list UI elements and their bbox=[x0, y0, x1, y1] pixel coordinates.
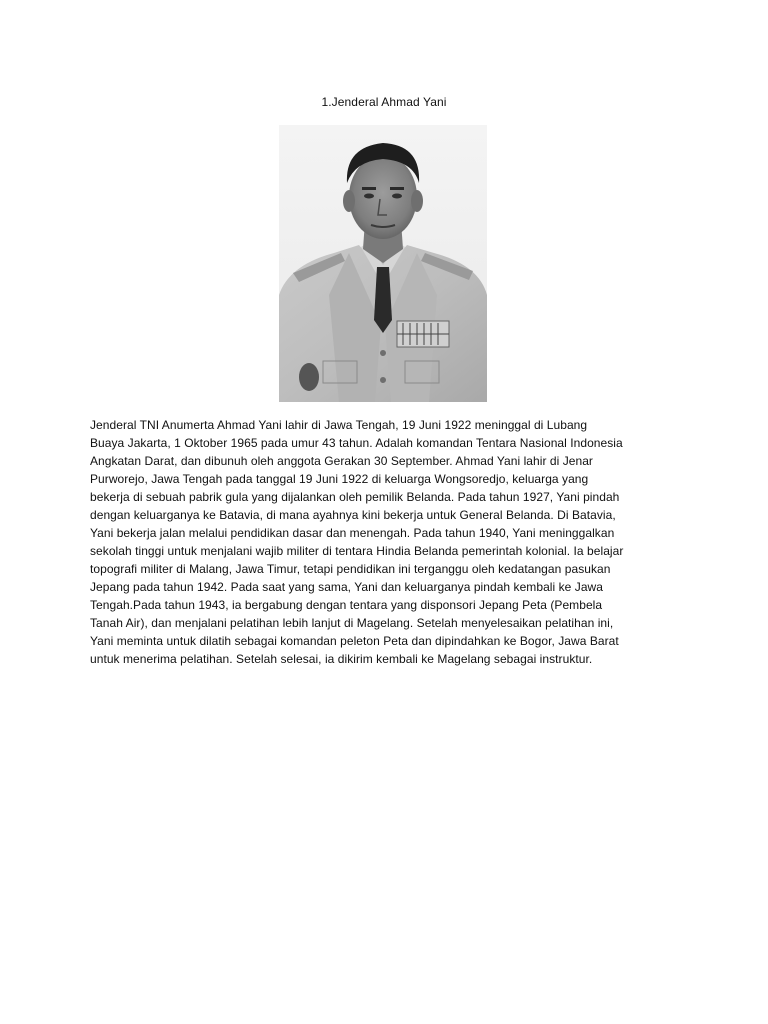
biography-paragraph: Jenderal TNI Anumerta Ahmad Yani lahir di Jawa Tengah, 19 Juni 1922 meninggal di Lubang Buaya Jakarta, 1 Oktober 1965 pada umur 43 tahun. Adalah komandan Tentara Nasional Indonesia Angkatan Darat, dan dibunuh oleh anggota Gerakan 30 September. Ahmad Yani lahir di Jenar Purworejo, Jawa Tengah pada tanggal 19 Juni 1922 di keluarga Wongsoredjo, keluarga yang bekerja di sebuah pabrik gula yang dijalankan oleh pemilik Belanda. Pada tahun 1927, Yani pindah dengan keluarganya ke Batavia, di mana ayahnya kini bekerja untuk General Belanda. Di Batavia, Yani bekerja jalan melalui pendidikan dasar dan menengah. Pada tahun 1940, Yani meninggalkan sekolah tinggi untuk menjalani wajib militer di tentara Hindia Belanda pemerintah kolonial. Ia belajar topografi militer di Malang, Jawa Timur, tetapi pendidikan ini terganggu oleh kedatangan pasukan Jepang pada tahun 1942. Pada saat yang sama, Yani dan keluarganya pindah kembali ke Jawa Tengah.Pada tahun 1943, ia bergabung dengan tentara yang disponsori Jepang Peta (Pembela Tanah Air), dan menjalani pelatihan lebih lanjut di Magelang. Setelah menyelesaikan pelatihan ini, Yani meminta untuk dilatih sebagai komandan peleton Peta dan dipindahkan ke Bogor, Jawa Barat untuk menerima pelatihan. Setelah selesai, ia dikirim kembali ke Magelang sebagai instruktur. bbox=[90, 418, 624, 666]
document-title: 1.Jenderal Ahmad Yani bbox=[321, 95, 447, 109]
portrait-photo bbox=[279, 125, 487, 402]
